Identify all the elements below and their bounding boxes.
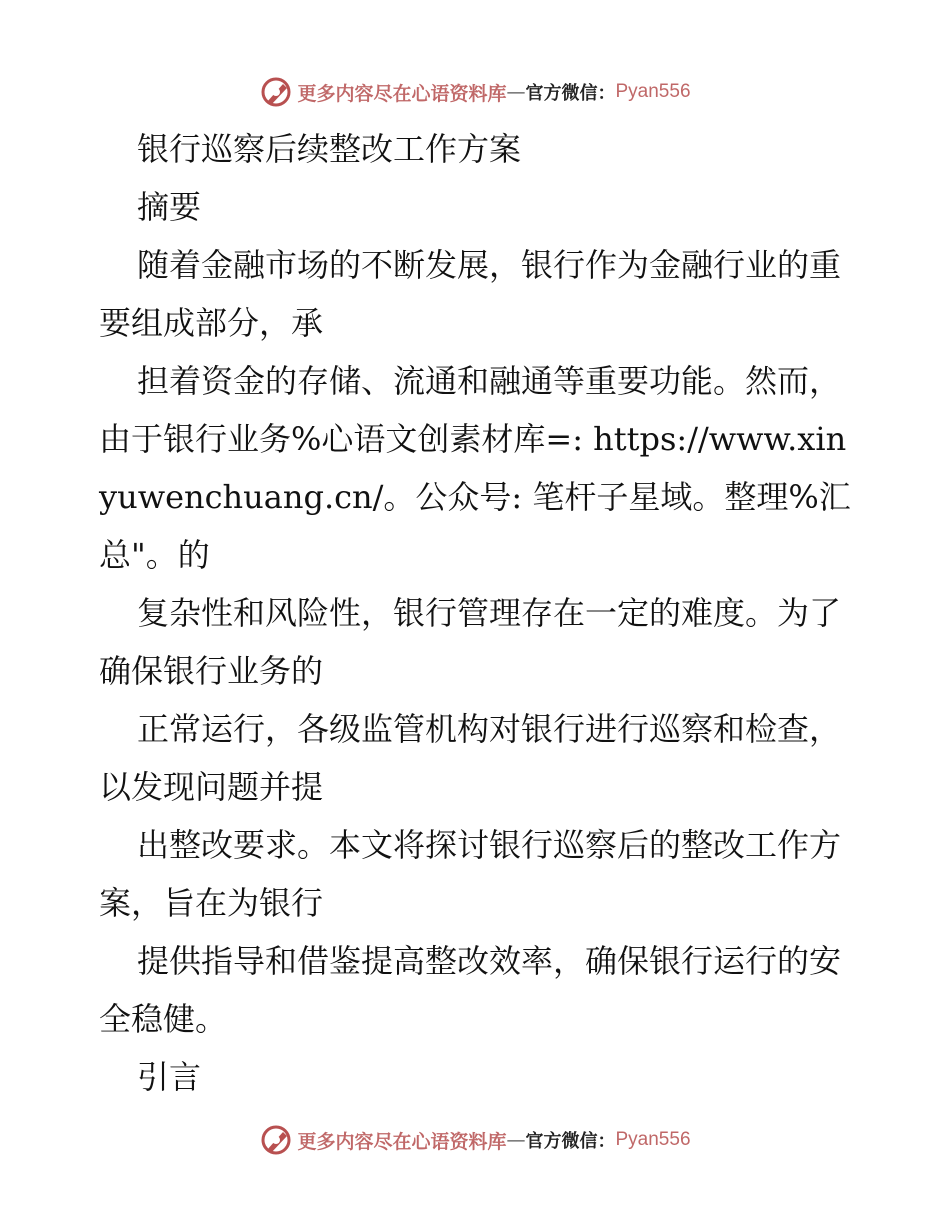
banner-dash: — xyxy=(506,1129,526,1151)
banner-wechat-label: 官方微信： xyxy=(525,1131,616,1152)
pen-logo-icon xyxy=(259,1123,293,1157)
banner-wechat-label: 官方微信： xyxy=(525,83,616,104)
paragraph-5: 出整改要求。本文将探讨银行巡察后的整改工作方案，旨在为银行 xyxy=(99,826,842,922)
paragraph-3: 复杂性和风险性，银行管理存在一定的难度。为了确保银行业务的 xyxy=(99,594,842,690)
paragraph-2: 担着资金的存储、流通和融通等重要功能。然而，由于银行业务%心语文创素材库=: https://www.xinyuwenchuang.cn/。公众号: 笔杆子星域。整理%汇总"。的 xyxy=(99,362,851,574)
intro-heading: 引言 xyxy=(137,1058,202,1096)
document-title: 银行巡察后续整改工作方案 xyxy=(137,130,522,168)
paragraph-6: 提供指导和借鉴提高整改效率，确保银行运行的安全稳健。 xyxy=(99,942,842,1038)
header-watermark-banner xyxy=(0,72,950,112)
abstract-heading: 摘要 xyxy=(137,188,202,226)
paragraph-4: 正常运行，各级监管机构对银行进行巡察和检查，以发现问题并提 xyxy=(99,710,842,806)
banner-site-name: 更多内容尽在心语资料库 xyxy=(297,82,507,105)
banner-wechat-id: Pyan556 xyxy=(615,1129,691,1150)
banner-dash: — xyxy=(506,81,526,103)
pen-logo-icon xyxy=(259,75,293,109)
footer-watermark-banner xyxy=(0,1120,950,1160)
paragraph-1: 随着金融市场的不断发展，银行作为金融行业的重要组成部分，承 xyxy=(99,246,842,342)
banner-wechat-id: Pyan556 xyxy=(615,81,691,102)
document-body xyxy=(99,120,859,1106)
banner-site-name: 更多内容尽在心语资料库 xyxy=(297,1130,507,1153)
